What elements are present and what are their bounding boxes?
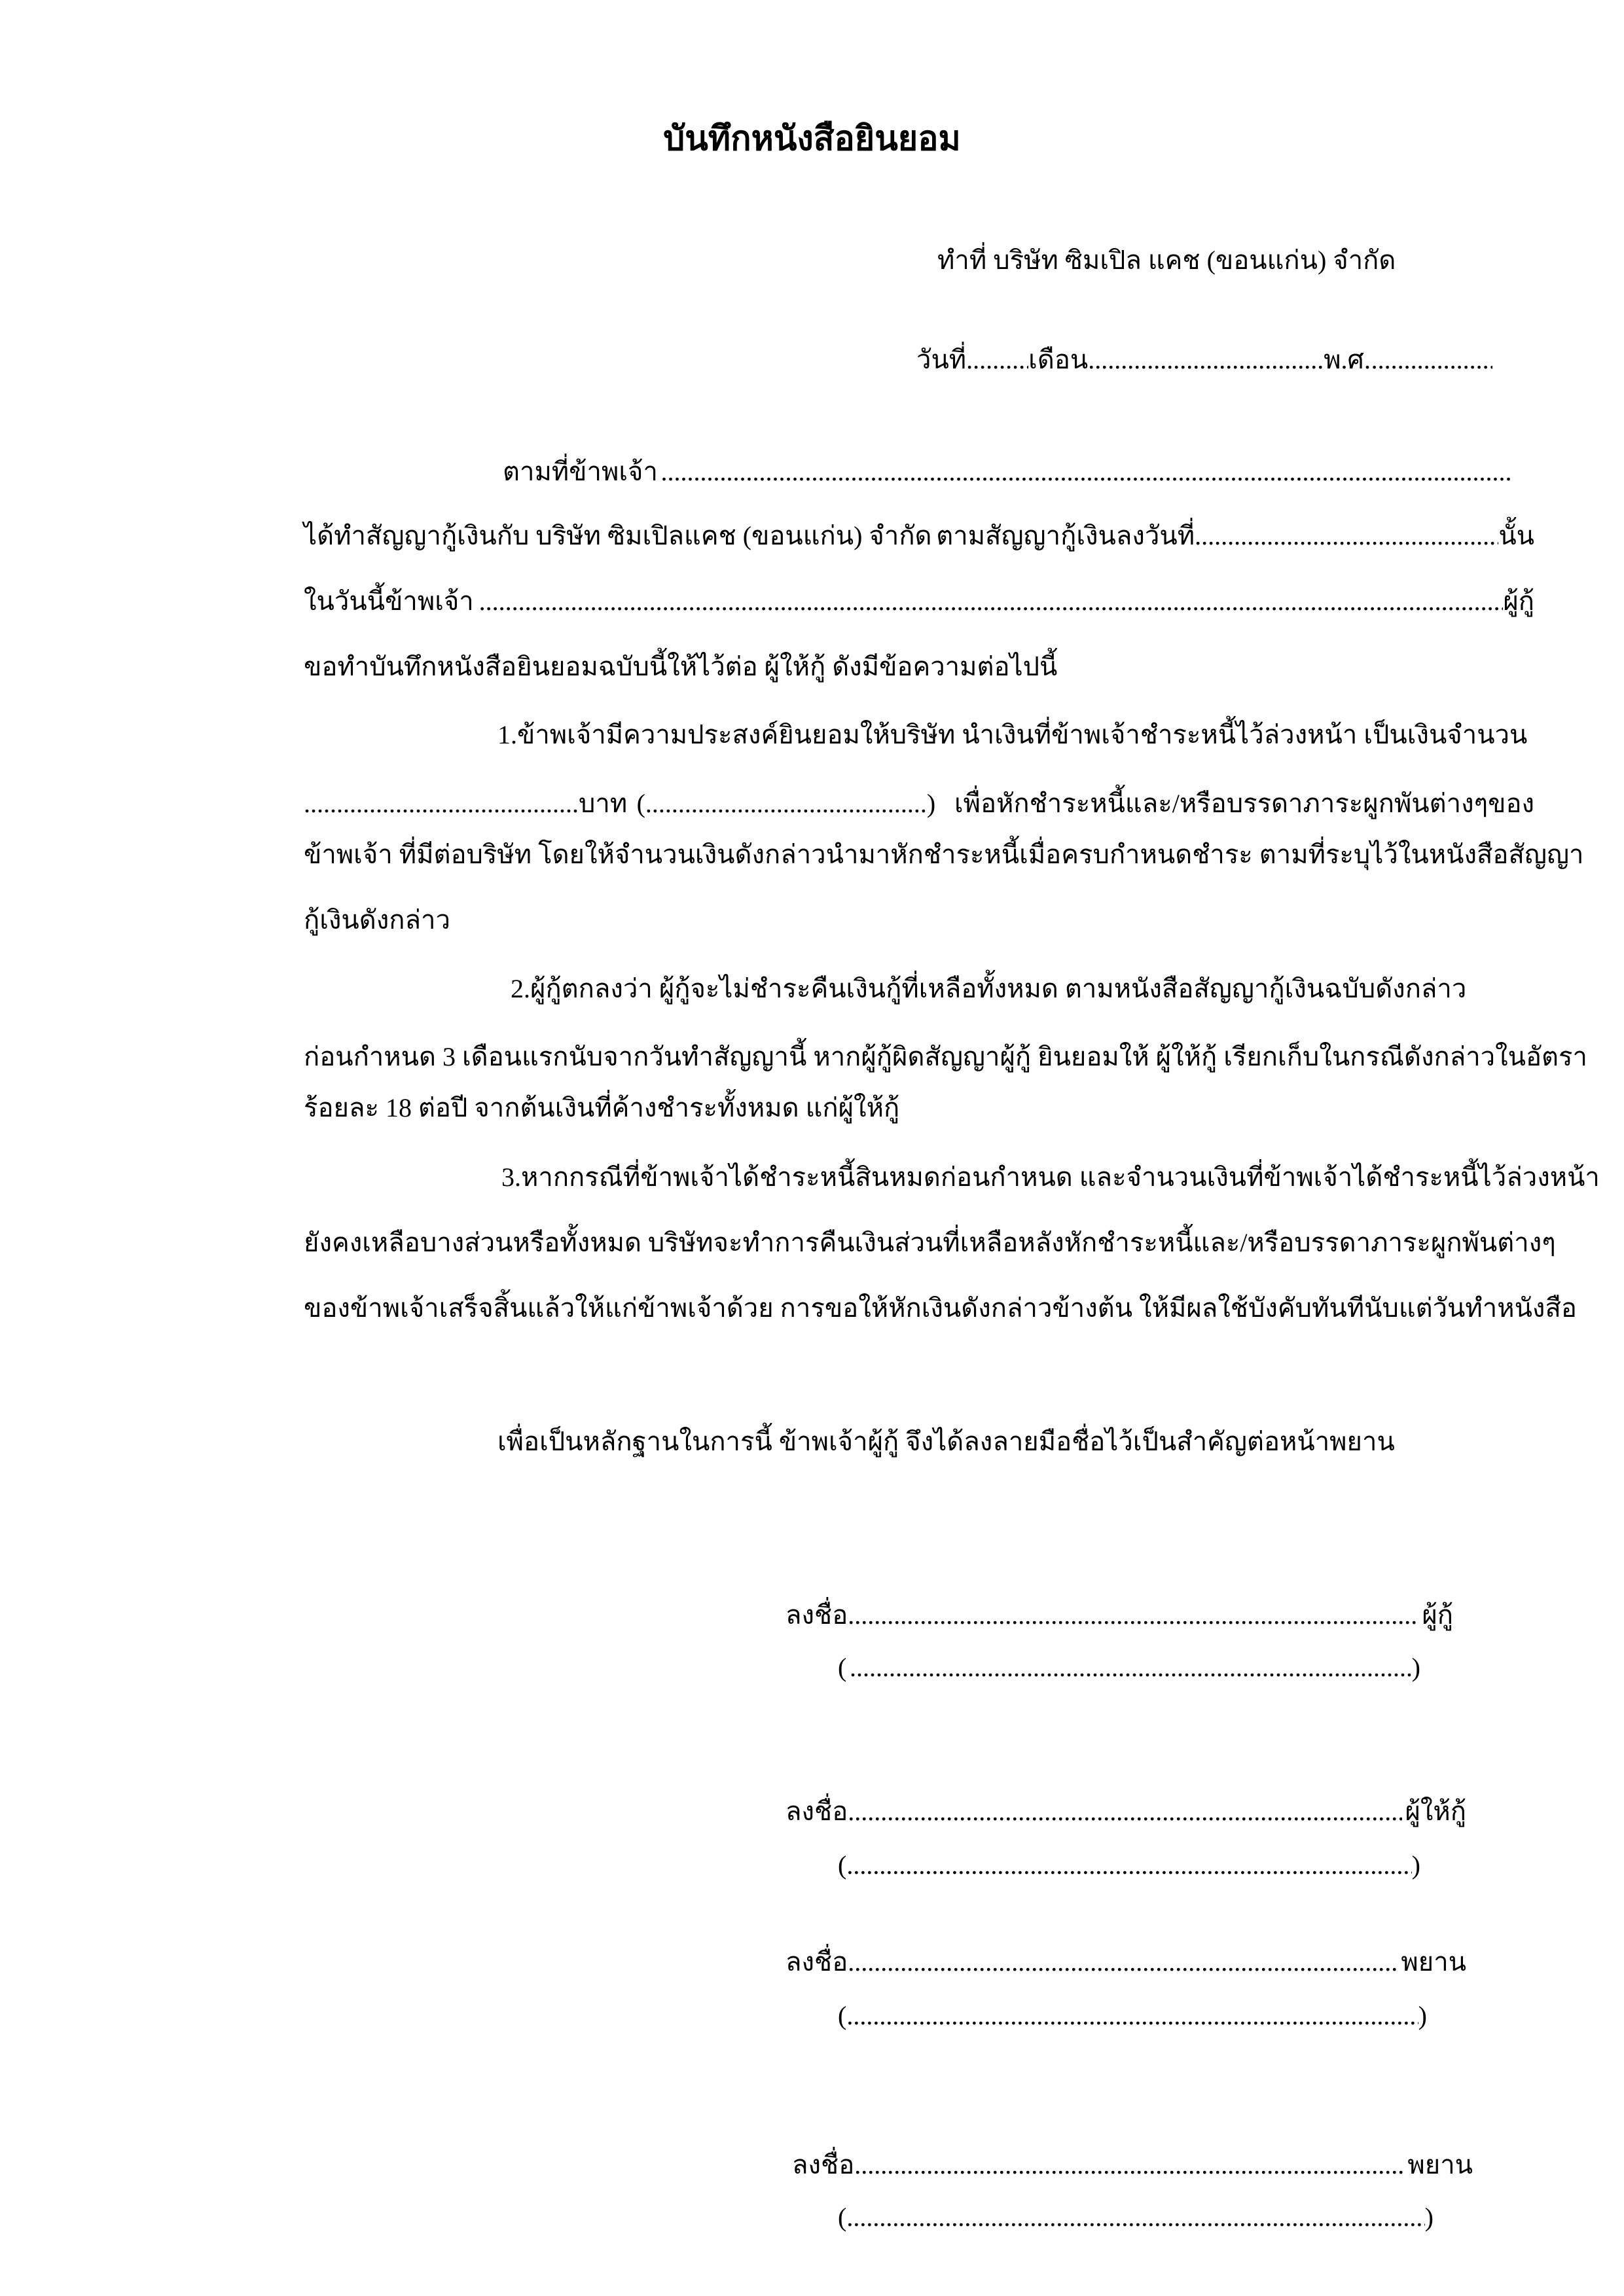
signature-witness-2 bbox=[792, 2147, 1473, 2183]
amount-field[interactable] bbox=[304, 785, 579, 822]
borrower-line bbox=[304, 583, 1534, 620]
document-title: บันทึกหนังสือยินยอม bbox=[663, 120, 961, 158]
printed-name-field[interactable] bbox=[846, 1847, 1411, 1884]
paren-open: ( bbox=[838, 1653, 847, 1682]
signature-field[interactable] bbox=[848, 1597, 1419, 1634]
signature-lender bbox=[785, 1793, 1466, 1830]
sign-label: ลงชื่อ bbox=[785, 1797, 848, 1826]
closing-statement: เพื่อเป็นหลักฐานในการนี้ ข้าพเจ้าผู้กู้ จึงได้ลงลายมือชื่อไว้เป็นสำคัญต่อหน้าพยาน bbox=[497, 1427, 1395, 1456]
clause1-line1: 1.ข้าพเจ้ามีความประสงค์ยินยอมให้บริษัท นำเงินที่ข้าพเจ้าชำระหนี้ไว้ล่วงหน้า เป็นเงินจำนวน bbox=[497, 720, 1528, 749]
printed-name-field[interactable] bbox=[846, 1998, 1418, 2034]
intro-line2-mid: ตามสัญญากู้เงินลงวันที่ bbox=[936, 521, 1195, 550]
clause1-amount-line bbox=[304, 785, 1534, 822]
clause1-line4: กู้เงินดังกล่าว bbox=[304, 905, 450, 935]
clause1-line2-tail: เพื่อหักชำระหนี้และ/หรือบรรดาภาระผูกพันต่างๆของ bbox=[954, 789, 1534, 818]
month-label: เดือน bbox=[1028, 345, 1089, 374]
baht-label: บาท bbox=[579, 789, 628, 818]
place-line: ทำที่ บริษัท ซิมเปิล แคช (ขอนแก่น) จำกัด bbox=[937, 245, 1396, 275]
clause2-line1: 2.ผู้กู้ตกลงว่า ผู้กู้จะไม่ชำระคืนเงินกู้ที่เหลือทั้งหมด ตามหนังสือสัญญากู้เงินฉบับดังกล่าว bbox=[511, 974, 1467, 1003]
year-field[interactable] bbox=[1371, 342, 1492, 378]
printed-name-witness-2 bbox=[838, 2199, 1434, 2236]
borrower-name-line bbox=[503, 454, 1512, 490]
paren-close: ) bbox=[1418, 2001, 1427, 2030]
signature-field[interactable] bbox=[848, 1793, 1402, 1830]
intro-line3-end: ผู้กู้ bbox=[1503, 586, 1534, 616]
date-line bbox=[916, 342, 1492, 378]
amount-text-field[interactable] bbox=[645, 785, 927, 822]
clause3-line1: 3.หากกรณีที่ข้าพเจ้าได้ชำระหนี้สินหมดก่อนกำหนด และจำนวนเงินที่ข้าพเจ้าได้ชำระหนี้ไว้ล่วงหน้า bbox=[501, 1162, 1600, 1192]
signature-field[interactable] bbox=[848, 1944, 1398, 1981]
role-lender: ผู้ให้กู้ bbox=[1405, 1797, 1466, 1826]
clause2-line2: ก่อนกำหนด 3 เดือนแรกนับจากวันทำสัญญานี้ หากผู้กู้ผิดสัญญาผู้กู้ ยินยอมให้ ผู้ให้กู้ เรียกเก็บในกรณีดังกล่าวในอัตรา bbox=[304, 1042, 1587, 1071]
intro-line2-end: นั้น bbox=[1498, 521, 1534, 550]
year-label: พ.ศ. bbox=[1324, 345, 1371, 374]
paren-close: ) bbox=[1411, 1653, 1420, 1682]
printed-name-field[interactable] bbox=[846, 2199, 1424, 2236]
contract-date-field[interactable] bbox=[1195, 518, 1498, 554]
printed-name-witness-1 bbox=[838, 1998, 1427, 2034]
paren-open: ( bbox=[838, 2202, 847, 2232]
clause1-line3: ข้าพเจ้า ที่มีต่อบริษัท โดยให้จำนวนเงินดังกล่าวนำมาหักชำระหนี้เมื่อครบกำหนดชำระ ตามที่ระบุไว้ในหนังสือสัญญา bbox=[304, 840, 1584, 869]
printed-name-lender bbox=[838, 1847, 1420, 1884]
sign-label: ลงชื่อ bbox=[785, 1947, 848, 1977]
clause3-line2: ยังคงเหลือบางส่วนหรือทั้งหมด บริษัทจะทำการคืนเงินส่วนที่เหลือหลังหักชำระหนี้และ/หรือบรรดาภาระผูกพันต่างๆ bbox=[304, 1228, 1556, 1257]
month-field[interactable] bbox=[1088, 342, 1324, 378]
borrower-field[interactable] bbox=[479, 583, 1504, 620]
clause3-line3: ของข้าพเจ้าเสร็จสิ้นแล้วให้แก่ข้าพเจ้าด้วย การขอให้หักเงินดังกล่าวข้างต้น ให้มีผลใช้บังคับทันทีนับแต่วันทำหนังสือ bbox=[304, 1293, 1577, 1323]
paren-close: ) bbox=[1424, 2202, 1434, 2232]
paren-close: ) bbox=[1411, 1850, 1420, 1880]
sign-label: ลงชื่อ bbox=[792, 2150, 855, 2179]
day-label: วันที่ bbox=[916, 345, 967, 374]
intro-line3-label: ในวันนี้ข้าพเจ้า bbox=[304, 586, 474, 616]
signature-borrower bbox=[785, 1597, 1453, 1634]
role-witness: พยาน bbox=[1407, 2150, 1473, 2179]
sign-label: ลงชื่อ bbox=[785, 1600, 848, 1630]
intro-line1-label: ตามที่ข้าพเจ้า bbox=[503, 457, 658, 486]
printed-name-field[interactable] bbox=[850, 1649, 1412, 1686]
paren-open: ( bbox=[838, 2001, 847, 2030]
role-witness: พยาน bbox=[1401, 1947, 1466, 1977]
intro-line4: ขอทำบันทึกหนังสือยินยอมฉบับนี้ให้ไว้ต่อ ผู้ให้กู้ ดังมีข้อความต่อไปนี้ bbox=[304, 652, 1058, 681]
paren-close: ) bbox=[926, 789, 936, 818]
signature-field[interactable] bbox=[854, 2147, 1405, 2183]
paren-open: ( bbox=[838, 1850, 847, 1880]
clause2-line3: ร้อยละ 18 ต่อปี จากต้นเงินที่ค้างชำระทั้งหมด แก่ผู้ให้กู้ bbox=[304, 1093, 900, 1122]
printed-name-borrower bbox=[838, 1649, 1420, 1686]
contract-date-line bbox=[304, 518, 1534, 554]
day-field[interactable] bbox=[966, 342, 1028, 378]
borrower-name-field[interactable] bbox=[660, 454, 1512, 490]
signature-witness-1 bbox=[785, 1944, 1466, 1981]
paren-open: ( bbox=[636, 789, 645, 818]
intro-line2-left: ได้ทำสัญญากู้เงินกับ บริษัท ซิมเปิลแคช (ขอนแก่น) จำกัด bbox=[304, 521, 932, 550]
role-borrower: ผู้กู้ bbox=[1422, 1600, 1453, 1630]
